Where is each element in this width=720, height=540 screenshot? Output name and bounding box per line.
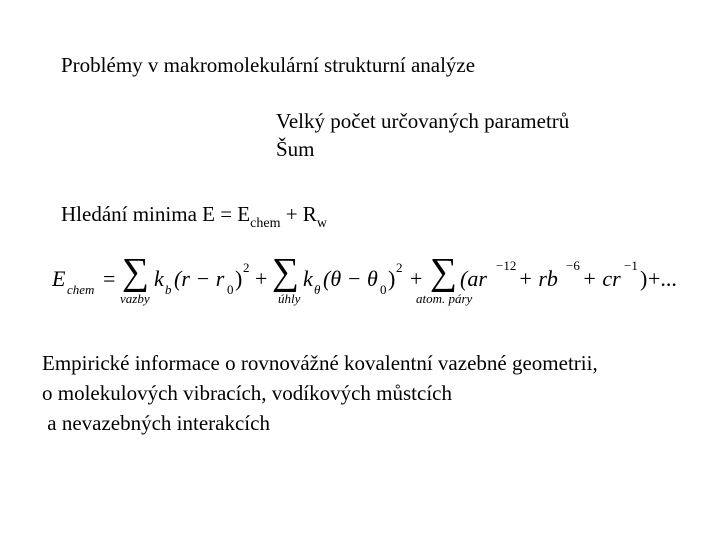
formula-term2-body: (θ − θ bbox=[323, 266, 378, 291]
empirical-line-3: a nevazebných interakcích bbox=[42, 411, 270, 435]
formula-exp1: −12 bbox=[496, 258, 517, 273]
formula-term1-close: ) bbox=[235, 266, 243, 291]
formula-lhs-sub: chem bbox=[67, 282, 95, 297]
energy-minimization-line bbox=[61, 201, 327, 231]
problem-list bbox=[276, 107, 569, 163]
formula-term3-end: + cr bbox=[582, 266, 621, 291]
formula-term1-body: (r − r bbox=[174, 266, 225, 291]
sigma-bonds: ∑ bbox=[122, 251, 150, 293]
energy-prefix: Hledání minima E = E bbox=[61, 202, 251, 226]
formula-exp2: −6 bbox=[566, 258, 580, 273]
formula-kb-sub: b bbox=[165, 282, 172, 297]
formula-term3-close: ) bbox=[640, 266, 648, 291]
formula-tail: +... bbox=[648, 266, 677, 291]
formula-equals: = bbox=[103, 266, 116, 291]
sigma-angles: ∑ bbox=[272, 251, 300, 293]
sigma-bonds-label: vazby bbox=[120, 291, 150, 306]
formula-exp3: −1 bbox=[624, 258, 638, 273]
formula-term3-body: (ar bbox=[460, 266, 487, 291]
formula-plus2: + bbox=[410, 266, 423, 291]
sigma-atom-pairs: ∑ bbox=[430, 251, 458, 293]
empirical-info bbox=[42, 348, 598, 438]
formula-theta0-sub: 0 bbox=[380, 282, 387, 297]
formula-plus1: + bbox=[255, 266, 268, 291]
empirical-line-2: o molekulových vibracích, vodíkových můstcích bbox=[42, 381, 452, 405]
formula-r0-sub: 0 bbox=[227, 282, 234, 297]
formula-kb: k bbox=[154, 266, 164, 291]
empirical-line-1: Empirické informace o rovnovážné kovalentní vazebné geometrii, bbox=[42, 351, 598, 375]
sigma-angles-label: úhly bbox=[278, 291, 301, 306]
energy-chem-subscript: chem bbox=[250, 216, 281, 231]
slide-title: Problémy v makromolekulární strukturní analýze bbox=[61, 53, 476, 77]
energy-plus-r: + R bbox=[280, 202, 317, 226]
energy-formula bbox=[50, 251, 680, 314]
problem-item-noise: Šum bbox=[276, 137, 315, 161]
formula-sq2: 2 bbox=[396, 260, 403, 275]
energy-w-subscript: w bbox=[316, 216, 327, 231]
formula-term3-mid: + rb bbox=[518, 266, 558, 291]
formula-ktheta: k bbox=[303, 266, 313, 291]
formula-ktheta-sub: θ bbox=[314, 282, 321, 297]
formula-sq1: 2 bbox=[243, 260, 250, 275]
formula-lhs: E bbox=[52, 266, 66, 291]
sigma-atom-pairs-label: atom. páry bbox=[416, 291, 473, 306]
formula-term2-close: ) bbox=[388, 266, 396, 291]
problem-item-parameters: Velký počet určovaných parametrů bbox=[276, 109, 570, 133]
